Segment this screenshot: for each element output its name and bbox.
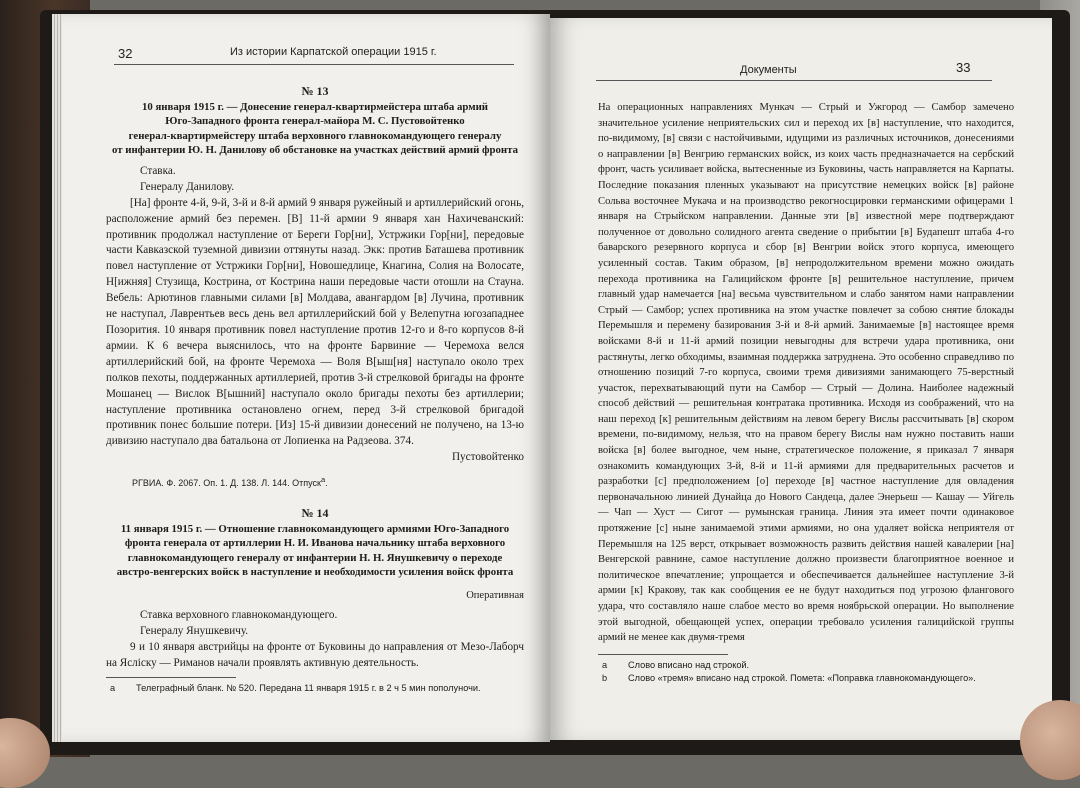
address-line: Генералу Янушкевичу.: [140, 624, 249, 637]
document-title: 10 января 1915 г. — Донесение генерал-квартирмейстера штаба армий Юго-Западного фронта генерал-майора М. С. Пустовойтенко генерал-квартирмейстеру штаба верховного главнокомандующего генералу от инфантерии Ю. Н. Данилову об обстановке на участках действий армий фронта: [111, 100, 518, 157]
header-rule: [114, 64, 514, 65]
right-page: [550, 18, 1052, 740]
archive-source: РГВИА. Ф. 2067. Оп. 1. Д. 138. Л. 144. Отпуск$^а$.: [132, 475, 328, 489]
classification-label: Оперативная: [466, 589, 524, 601]
address-line: Генералу Данилову.: [140, 180, 235, 193]
header-rule: [596, 80, 992, 81]
document-number: № 14: [301, 506, 329, 520]
right-page-number: 33: [956, 60, 971, 75]
address-line: Ставка.: [140, 164, 176, 177]
right-running-title: Документы: [740, 64, 797, 76]
left-running-title: Из истории Карпатской операции 1915 г.: [230, 46, 437, 58]
signature: Пустовойтенко: [451, 451, 524, 464]
document-body: [На] фронте 4-й, 9-й, 3-й и 8-й армий 9 января ружейный и артиллерийский огонь, расположение армий без перемен. [В] 11-й армии 9 января хан Нахичеванский: противник продолжал наступление от Береги Гор[ни], Устржики Гор[ни], передовые части Кавказской туземной дивизии оттянуты назад. Экк: против Баташева противник повел наступление от Устржики Гор[ни], Новошедлице, Кнагина, Солия на Волосате, Н[ижняя] Стузища, Кострина, от Кострина наши передовые части отошли на Стауна. Вебель: Арютинов главными силами [в] Молдава, авангардом [в] Лучина, противник не наступал, Лаврентьев весь день вел артиллерийский бой у Велепутна югозападнее Позорития. 10 января противник повел наступление против 12-го и 8-го корпусов 8-й армии. К 6 вечера выяснилось, что на фронте Барвиние — Черемоха велся артиллерийский бой, на фронте Черемоха — Воля В[ыш[ня] наступало около трех полков пехоты, поддержанных артиллерией, против 3-й стрелковой бригады на фронте Мошанец — Вислок В[ышний] наступало около бригады пехоты без артиллерии; наступление противника остановлено огнем, перед 3-й стрелковой бригадой противник понес большие потери. [Из] 15-й дивизии донесений не получено, на 13-ю дивизию наступало два батальона от Лопиенка на Радзеова. 374.: [106, 196, 524, 448]
left-page-number: 32: [118, 46, 133, 61]
document-title: 11 января 1915 г. — Отношение главнокомандующего армиями Юго-Западного фронта генерала от артиллерии Н. И. Иванова начальнику штаба верховного главнокомандующего генералу от инфантерии Н. Н. Янушкевичу о переходе австро-венгерских войск в наступление и необходимости усиления войск фронта: [116, 522, 514, 579]
right-page-body: [598, 100, 1014, 686]
document-number: № 13: [301, 84, 329, 98]
address-line: Ставка верховного главнокомандующего.: [140, 608, 338, 621]
document-body: 9 и 10 января австрийцы на фронте от Буковины до направления от Мезо-Лаборч на Ясліску — Риманов начали проявлять активную деятельность.: [106, 640, 524, 669]
footnote-rule: [598, 654, 728, 655]
left-page: [62, 14, 550, 742]
footnote: а Слово вписано над строкой.: [602, 659, 750, 670]
footnote: b Слово «тремя» вписано над строкой. Помета: «Поправка главнокомандующего».: [602, 673, 976, 684]
footnote: а Телеграфный бланк. № 520. Передана 11 января 1915 г. в 2 ч 5 мин пополуночи.: [110, 683, 481, 694]
document-13: [106, 84, 524, 492]
footnote-rule: [106, 677, 236, 678]
document-body: На операционных направлениях Мункач — Стрый и Ужгород — Самбор замечено значительное усиление неприятельских сил и переход их [в] наступление, что находится, по-видимому, [в] связи с настойчивыми, идущими из различных источников, донесениями о направлении [в] Венгрию германских войск, из коих часть предназначается на сербский фронт, часть усиливает войска, вытесненные из Буковины, часть направляется на Карпаты. Последние показания пленных указывают на присутствие немецких войск [в] районе Сольва восточнее Мукача и на производство рекогносцировки германскими офицерами 1 января на Стрыйском направлении. Данные эти [в] известной мере подтверждают полученное от довольно солидного агента сведение о прибытии [в] Будапешт штаба 4-го баварского резервного корпуса и сбор [в] Венгрии войск этого корпуса, имеющего усиленный состав. Таким образом, [в] непродолжительном времени можно ожидать перехода противника на Галицийском фронте [в] решительное наступление, причем главный удар намечается [на] весьма чувствительном и слабо занятом нами направлении Стрый — Самбор; успех противника на этом участке повлечет за собою снятие блокады Перемышля и переменy базирования 3-й и 8-й армий. Занимаемые [в] настоящее время войсками 8-й и 11-й армий позиции невыгодны для встречи удара противника, они растянуты, легко обходимы, взаимная поддержка затруднена. Это особенно справедливо по отношению позиций 7-го корпуса, своими тремя дивизиями занимающего 75-верстный участок, перехватывающий пути на Самбор — Стрый — Долина. Наиболее надежный способ действий — решительная контратака противника. Исходя из соображений, что на наш переход [к] решительным действиям на левом берегу Вислы рассчитывать [в] скором времени, по-видимому, нельзя, что на правом берегу Вислы нам нужно поставить наши войска [в] более выгодное, чем ныне, стратегическое положение, я приказал 7 января ознакомить командующих 3-й, 8-й и 11-й армиями для предварительных расчетов и разработки [с] предположением [о] переходе [в] частное наступление для овладения первоначальною линией Дунайца до Нового Сандеца, далее Энерьеш — Кашау — Уйгель — Чап — Хуст — Сигот — румынская граница. Линия эта имеет почти одинаковое протяжение [с] ныне занимаемой этими армиями, но она удаляет войска неприятеля от Перемышля на 125 верст, открывает возможность развить действия нашей кавалерии [на] Венгерской равнине, самое наступление должно произвести благоприятное военное и политическое впечатление; упрощается и обеспечивается дальнейшее наступление 3-й армии [к] Кракову, так как сообщения ее не будут находиться под угрозою флангового удара, что составляло наше слабое место во время ноябрьской операции. Но выполнение этой выгодной, обещающей успех, операции требовало усиления галицийской группы армий не менее как двумя-тремя: [598, 102, 1014, 644]
document-14: [106, 506, 524, 696]
